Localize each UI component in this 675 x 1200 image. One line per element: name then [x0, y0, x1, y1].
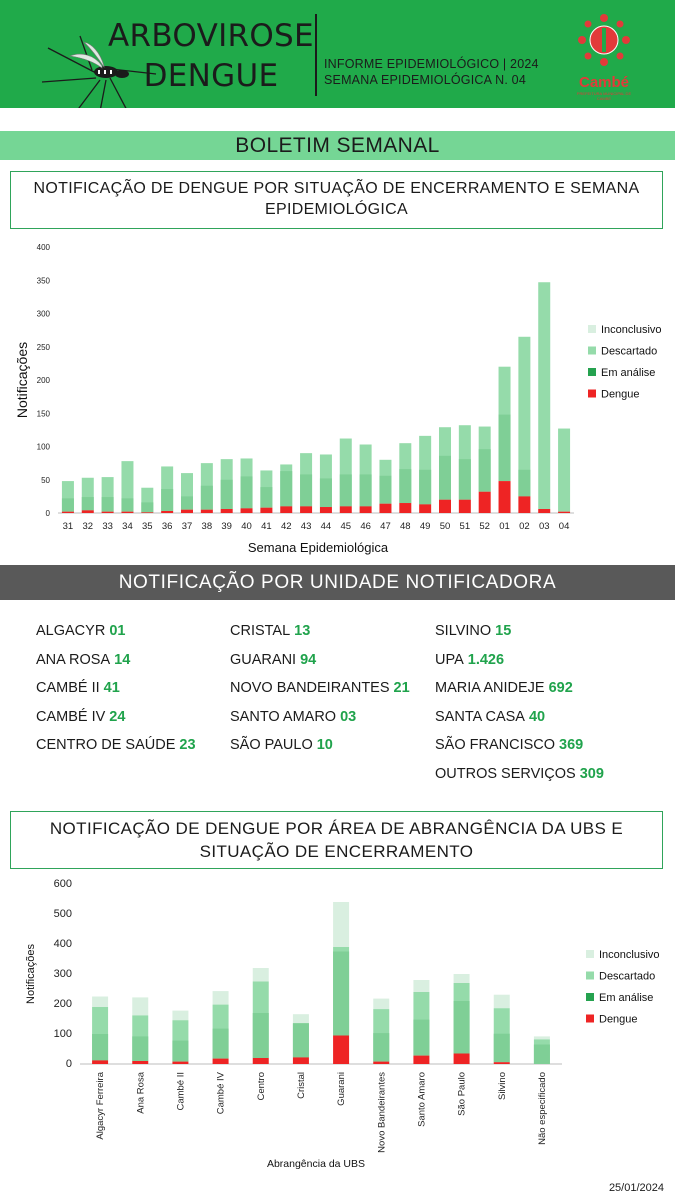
header-separator	[0, 108, 675, 130]
y-tick-label: 300	[36, 309, 50, 319]
bar-dengue	[413, 1056, 429, 1064]
bar-inconclusivo	[534, 1036, 550, 1039]
unit-count: 1.426	[467, 651, 505, 668]
bar-dengue	[320, 507, 332, 513]
bar-descartado-inner	[82, 497, 94, 510]
y-tick-label: 0	[65, 1058, 72, 1070]
unit-item	[435, 620, 604, 649]
bar-descartado-inner	[241, 476, 253, 508]
ubs-area-chart	[0, 872, 675, 1172]
unit-name: CAMBÉ IV	[36, 708, 106, 725]
unit-item	[36, 706, 196, 735]
bar-descartado-inner	[499, 415, 511, 482]
y-tick-label: 200	[53, 998, 72, 1010]
bar-descartado-inner	[494, 1034, 510, 1063]
legend-label-descartado: Descartado	[599, 970, 656, 983]
unit-item	[230, 677, 410, 706]
y-axis-title: Notificações	[25, 944, 37, 1004]
notifying-units-banner: NOTIFICAÇÃO POR UNIDADE NOTIFICADORA	[0, 565, 675, 600]
unit-name: CAMBÉ II	[36, 680, 100, 696]
x-tick-label: Santo Amaro	[416, 1072, 428, 1127]
boletim-banner: BOLETIM SEMANAL	[0, 131, 675, 160]
unit-item	[435, 734, 604, 763]
x-tick-label: 52	[479, 521, 490, 532]
x-tick-label: Ana Rosa	[135, 1072, 147, 1114]
bar-dengue	[419, 504, 431, 513]
legend-swatch-em-analise	[586, 993, 594, 1001]
legend-swatch-descartado	[588, 347, 596, 355]
bar-descartado-inner	[132, 1036, 148, 1061]
unit-item	[230, 706, 410, 735]
bar-dengue	[454, 1054, 470, 1065]
bar-descartado-inner	[213, 1029, 229, 1059]
bar-descartado-inner	[333, 952, 349, 1036]
bar-dengue	[558, 512, 570, 513]
bar-descartado-inner	[221, 480, 233, 509]
x-tick-label: 01	[499, 521, 510, 532]
bar-inconclusivo	[253, 968, 269, 982]
x-tick-label: 36	[161, 521, 173, 532]
bar-inconclusivo	[454, 974, 470, 983]
legend-swatch-dengue	[586, 1015, 594, 1023]
x-tick-label: 42	[280, 521, 292, 532]
x-axis-title: Semana Epidemiológica	[247, 540, 389, 555]
unit-name: ALGACYR	[36, 623, 106, 639]
unit-item	[435, 677, 604, 706]
notifying-units-list	[0, 608, 675, 808]
city-logo	[572, 12, 636, 100]
unit-item	[36, 677, 196, 706]
bar-descartado-inner	[260, 487, 272, 508]
bar-dengue	[518, 496, 530, 513]
unit-name: SANTA CASA	[435, 708, 525, 725]
logo-subtitle: PREFEITURA MUNICIPAL DE CAMBÉ	[576, 91, 632, 101]
bar-dengue	[479, 492, 491, 513]
bar-dengue	[399, 503, 411, 513]
x-tick-label: 46	[360, 521, 371, 532]
bar-dengue	[132, 1061, 148, 1064]
unit-count: 03	[340, 708, 357, 725]
units-column-3	[435, 620, 604, 791]
bar-dengue	[293, 1057, 309, 1064]
bar-descartado-inner	[181, 496, 193, 509]
legend-swatch-dengue	[588, 390, 596, 398]
x-tick-label: Centro	[255, 1072, 267, 1101]
unit-count: 13	[294, 623, 311, 639]
unit-name: UPA	[435, 651, 464, 668]
x-tick-label: Cambé IV	[215, 1072, 227, 1115]
unit-count: 309	[579, 765, 604, 782]
y-tick-label: 0	[45, 509, 50, 518]
legend-label-descartado: Descartado	[601, 345, 658, 358]
bar-inconclusivo	[92, 997, 108, 1008]
x-tick-label: 04	[558, 521, 570, 532]
legend-label-inconclusivo: Inconclusivo	[599, 949, 660, 961]
y-tick-label: 200	[36, 376, 50, 385]
y-axis-title: Notificações	[14, 341, 30, 419]
unit-count: 10	[316, 737, 333, 753]
bar-dengue	[538, 509, 550, 513]
bar-dengue	[280, 506, 292, 513]
x-tick-label: São Paulo	[456, 1072, 468, 1116]
x-tick-label: 31	[62, 521, 74, 532]
bar-descartado-inner	[479, 449, 491, 492]
unit-name: CRISTAL	[230, 623, 291, 639]
bar-dengue	[92, 1060, 108, 1064]
x-tick-label: Guarani	[336, 1072, 348, 1106]
unit-item	[36, 734, 196, 763]
x-tick-label: 41	[261, 521, 272, 532]
weekly-chart-title: NOTIFICAÇÃO DE DENGUE POR SITUAÇÃO DE ENCERRAMENTO E SEMANA EPIDEMIOLÓGICA	[10, 171, 663, 229]
x-tick-label: Silvino	[496, 1072, 508, 1100]
bar-dengue	[62, 512, 74, 513]
y-tick-label: 300	[53, 968, 72, 980]
legend-swatch-descartado	[586, 972, 594, 980]
bar-descartado-inner	[172, 1041, 188, 1062]
bar-dengue	[439, 500, 451, 513]
unit-count: 01	[109, 623, 126, 639]
x-tick-label: 02	[519, 521, 530, 532]
bar-dengue	[141, 512, 153, 513]
bar-descartado-inner	[399, 469, 411, 503]
bar-inconclusivo	[172, 1011, 188, 1021]
y-tick-label: 100	[36, 442, 50, 452]
bar-dengue	[213, 1059, 229, 1064]
x-tick-label: Cambé II	[175, 1072, 187, 1111]
bulletin-title	[108, 16, 314, 96]
x-tick-label: 37	[181, 521, 193, 532]
bar-dengue	[181, 510, 193, 513]
bar-dengue	[82, 510, 94, 513]
x-tick-label: 49	[419, 521, 431, 532]
bar-dengue	[161, 511, 173, 513]
unit-count: 15	[495, 623, 512, 639]
bar-inconclusivo	[213, 991, 229, 1005]
unit-name: SANTO AMARO	[230, 708, 337, 725]
x-tick-label: 47	[380, 521, 391, 532]
unit-item	[435, 763, 604, 792]
bar-descartado-inner	[534, 1045, 550, 1065]
y-tick-label: 350	[36, 276, 50, 286]
x-tick-label: 03	[538, 521, 550, 532]
bar-dengue	[300, 506, 312, 513]
title-divider	[315, 14, 317, 96]
bar-descartado-inner	[62, 498, 74, 511]
bar-dengue	[494, 1062, 510, 1064]
bar-descartado	[538, 282, 550, 509]
bar-dengue	[172, 1062, 188, 1064]
bar-dengue	[340, 506, 352, 513]
x-tick-label: 51	[459, 521, 471, 532]
bar-inconclusivo	[293, 1014, 309, 1023]
bar-inconclusivo	[333, 902, 349, 947]
bar-dengue	[260, 508, 272, 513]
bar-dengue	[241, 508, 253, 513]
bar-dengue	[360, 506, 372, 513]
bar-dengue	[373, 1062, 389, 1064]
bar-descartado-inner	[379, 476, 391, 504]
bar-descartado-inner	[253, 1013, 269, 1058]
bar-descartado-inner	[518, 470, 530, 497]
unit-item	[36, 620, 196, 649]
bar-dengue	[379, 504, 391, 513]
legend-label-em-analise: Em análise	[601, 367, 656, 379]
bar-inconclusivo	[132, 997, 148, 1015]
unit-name: OUTROS SERVIÇOS	[435, 765, 576, 782]
unit-count: 41	[103, 680, 120, 696]
bar-descartado-inner	[454, 1001, 470, 1054]
bar-dengue	[253, 1058, 269, 1064]
x-tick-label: 35	[142, 521, 153, 532]
unit-count: 21	[393, 680, 410, 696]
bar-dengue	[499, 481, 511, 513]
bar-descartado-inner	[102, 497, 114, 512]
x-tick-label: 40	[241, 521, 252, 532]
bar-dengue	[121, 512, 133, 513]
unit-name: CENTRO DE SAÚDE	[36, 737, 176, 753]
x-tick-label: 43	[300, 521, 312, 532]
unit-item	[435, 706, 604, 735]
unit-name: ANA ROSA	[36, 651, 111, 668]
legend-label-em-analise: Em análise	[599, 992, 654, 1004]
title-line-2: DENGUE	[143, 58, 279, 94]
unit-item	[230, 620, 410, 649]
unit-name: SÃO PAULO	[230, 737, 313, 753]
y-tick-label: 50	[41, 475, 50, 485]
x-tick-label: 32	[82, 521, 94, 532]
bar-inconclusivo	[373, 999, 389, 1010]
legend-swatch-inconclusivo	[588, 325, 596, 333]
bar-descartado-inner	[373, 1033, 389, 1062]
legend-swatch-inconclusivo	[586, 950, 594, 958]
city-emblem-icon	[574, 12, 634, 68]
bar-descartado-inner	[439, 456, 451, 500]
unit-count: 692	[548, 680, 573, 696]
report-info	[324, 56, 539, 88]
unit-name: MARIA ANIDEJE	[435, 680, 545, 696]
legend-label-inconclusivo: Inconclusivo	[601, 324, 662, 336]
bar-descartado-inner	[419, 470, 431, 505]
bar-inconclusivo	[494, 995, 510, 1009]
bar-descartado	[558, 429, 570, 512]
x-tick-label: 44	[320, 521, 332, 532]
y-tick-label: 500	[53, 908, 72, 920]
bar-descartado-inner	[360, 474, 372, 506]
footer-date: 25/01/2024	[608, 1182, 664, 1194]
x-tick-label: 34	[122, 521, 133, 532]
logo-name: Cambé	[578, 74, 630, 91]
bar-descartado-inner	[340, 474, 352, 506]
x-tick-label: Algacyr Ferreira	[95, 1072, 107, 1140]
x-axis-title: Abrangência da UBS	[266, 1158, 366, 1170]
y-tick-label: 150	[36, 409, 50, 419]
legend-label-dengue: Dengue	[601, 388, 640, 401]
y-tick-label: 400	[36, 243, 50, 252]
y-tick-label: 250	[36, 342, 50, 352]
legend-label-dengue: Dengue	[599, 1013, 638, 1026]
bar-descartado-inner	[293, 1023, 309, 1057]
x-tick-label: Cristal	[295, 1072, 307, 1099]
bar-descartado-inner	[320, 478, 332, 507]
bar-descartado-inner	[201, 486, 213, 510]
bar-dengue	[221, 509, 233, 513]
y-tick-label: 100	[53, 1028, 72, 1040]
unit-name: SILVINO	[435, 623, 492, 639]
unit-count: 24	[109, 708, 126, 725]
x-tick-label: 45	[340, 521, 352, 532]
bar-descartado-inner	[161, 489, 173, 511]
y-tick-label: 400	[53, 938, 72, 950]
y-tick-label: 600	[53, 878, 72, 890]
bar-descartado-inner	[280, 471, 292, 506]
bar-descartado-inner	[121, 498, 133, 511]
x-tick-label: 39	[221, 521, 232, 532]
x-tick-label: 33	[102, 521, 113, 532]
unit-count: 23	[179, 737, 196, 753]
x-tick-label: 38	[201, 521, 213, 532]
unit-item	[230, 734, 410, 763]
bar-descartado-inner	[92, 1034, 108, 1060]
x-tick-label: 48	[400, 521, 411, 532]
bar-descartado-inner	[300, 474, 312, 506]
unit-item	[36, 649, 196, 678]
unit-name: NOVO BANDEIRANTES	[230, 680, 390, 696]
x-tick-label: 50	[439, 521, 451, 532]
x-tick-label: Não especificado	[536, 1072, 548, 1145]
weekly-notifications-chart	[0, 236, 675, 558]
unit-name: SÃO FRANCISCO	[435, 737, 556, 753]
bar-descartado-inner	[413, 1020, 429, 1056]
bar-descartado-inner	[459, 459, 471, 500]
unit-item	[435, 649, 604, 678]
unit-item	[230, 649, 410, 678]
bar-dengue	[201, 510, 213, 513]
title-line-1: ARBOVIROSE	[108, 18, 314, 54]
bar-inconclusivo	[413, 980, 429, 992]
bar-dengue	[102, 512, 114, 513]
report-info-line-2: SEMANA EPIDEMIOLÓGICA N. 04	[324, 73, 526, 87]
legend-swatch-em-analise	[588, 368, 596, 376]
unit-count: 40	[528, 708, 546, 725]
unit-count: 94	[300, 651, 317, 668]
report-info-line-1: INFORME EPIDEMIOLÓGICO | 2024	[324, 57, 539, 71]
bar-descartado-inner	[141, 502, 153, 512]
ubs-chart-title: NOTIFICAÇÃO DE DENGUE POR ÁREA DE ABRANGÊNCIA DA UBS E SITUAÇÃO DE ENCERRAMENTO	[10, 811, 663, 869]
unit-name: GUARANI	[230, 651, 297, 668]
units-column-2	[230, 620, 410, 763]
unit-count: 369	[559, 737, 584, 753]
units-column-1	[36, 620, 196, 763]
header-banner	[0, 0, 675, 108]
bar-dengue	[333, 1036, 349, 1065]
x-tick-label: Novo Bandeirantes	[376, 1072, 388, 1153]
bar-dengue	[459, 500, 471, 513]
unit-count: 14	[114, 651, 131, 668]
